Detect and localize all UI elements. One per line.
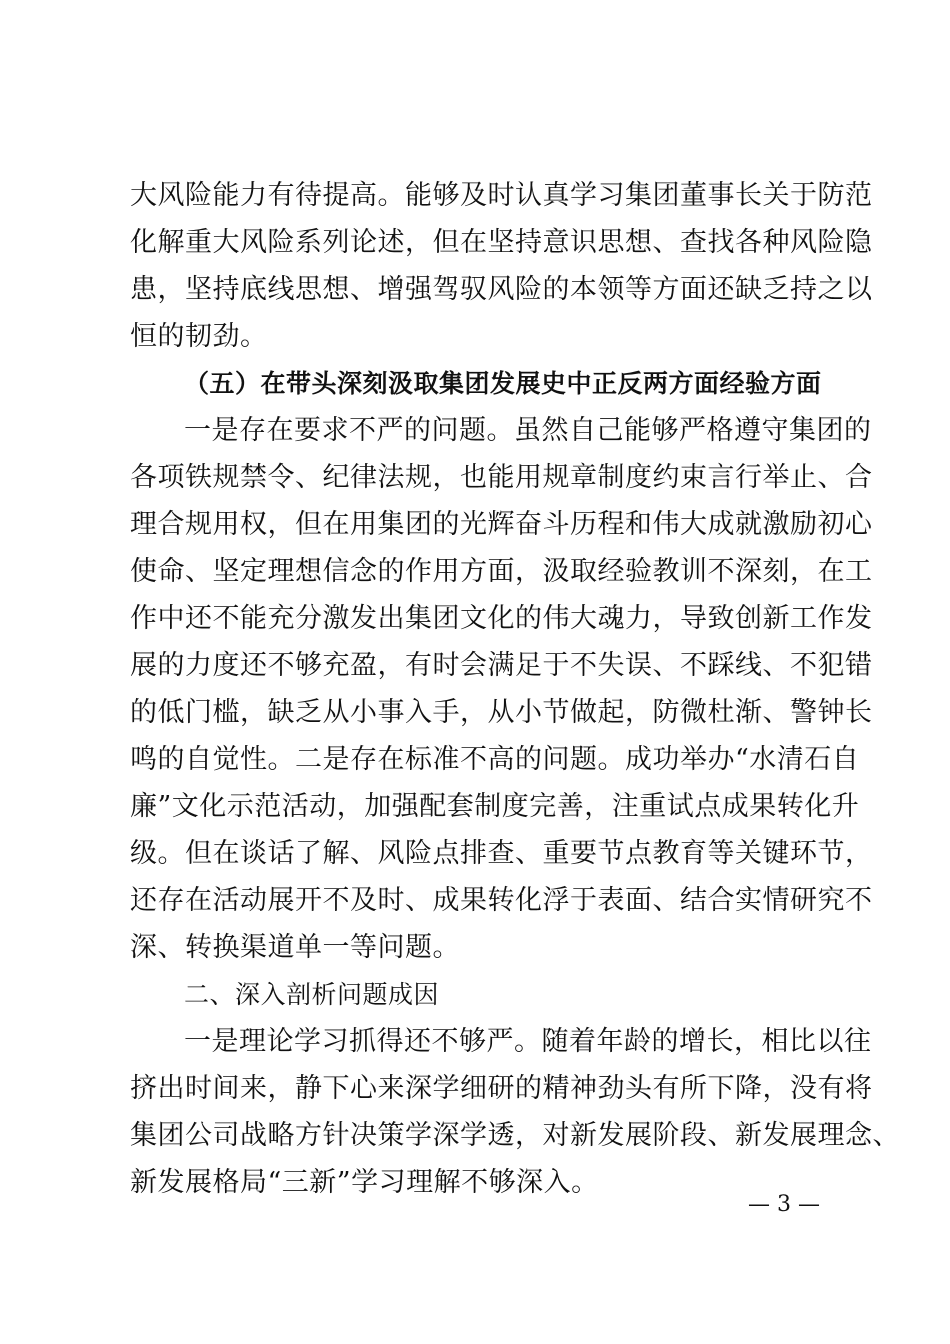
paragraph-line: 挤出时间来，静下心来深学细研的精神劲头有所下降，没有将 [130, 1073, 873, 1104]
paragraph-line: 鸣的自觉性。二是存在标准不高的问题。成功举办“水清石自 [130, 744, 860, 775]
paragraph-line: 患，坚持底线思想、增强驾驭风险的本领等方面还缺乏持之以 [130, 274, 873, 305]
section-heading-five: （五）在带头深刻汲取集团发展史中正反两方面经验方面 [184, 369, 822, 398]
section-heading-two: 二、深入剖析问题成因 [184, 980, 440, 1009]
paragraph-line: 使命、坚定理想信念的作用方面，汲取经验教训不深刻，在工 [130, 556, 873, 587]
paragraph-line: 各项铁规禁令、纪律法规，也能用规章制度约束言行举止、合 [130, 462, 873, 493]
paragraph-line: 理合规用权，但在用集团的光辉奋斗历程和伟大成就激励初心 [130, 509, 873, 540]
paragraph-line: 作中还不能充分激发出集团文化的伟大魂力，导致创新工作发 [130, 603, 873, 634]
page-number: — 3 — [748, 1192, 820, 1217]
paragraph-line: 恒的韧劲。 [130, 321, 268, 352]
paragraph-line: 还存在活动展开不及时、成果转化浮于表面、结合实情研究不 [130, 885, 873, 916]
paragraph-line: 的低门槛，缺乏从小事入手，从小节做起，防微杜渐、警钟长 [130, 697, 873, 728]
paragraph-line: 深、转换渠道单一等问题。 [130, 932, 460, 963]
paragraph-line: 集团公司战略方针决策学深学透，对新发展阶段、新发展理念、 [130, 1120, 900, 1151]
paragraph-line: 化解重大风险系列论述，但在坚持意识思想、查找各种风险隐 [130, 227, 873, 258]
paragraph-line: 级。但在谈话了解、风险点排查、重要节点教育等关键环节， [130, 838, 873, 869]
paragraph-line: 大风险能力有待提高。能够及时认真学习集团董事长关于防范 [130, 180, 873, 211]
paragraph-line: 展的力度还不够充盈，有时会满足于不失误、不踩线、不犯错 [130, 650, 873, 681]
paragraph-line: 一是存在要求不严的问题。虽然自己能够严格遵守集团的 [184, 415, 872, 446]
paragraph-line: 新发展格局“三新”学习理解不够深入。 [130, 1167, 599, 1198]
paragraph-line: 一是理论学习抓得还不够严。随着年龄的增长，相比以往 [184, 1026, 872, 1057]
paragraph-line: 廉”文化示范活动，加强配套制度完善，注重试点成果转化升 [130, 791, 860, 822]
